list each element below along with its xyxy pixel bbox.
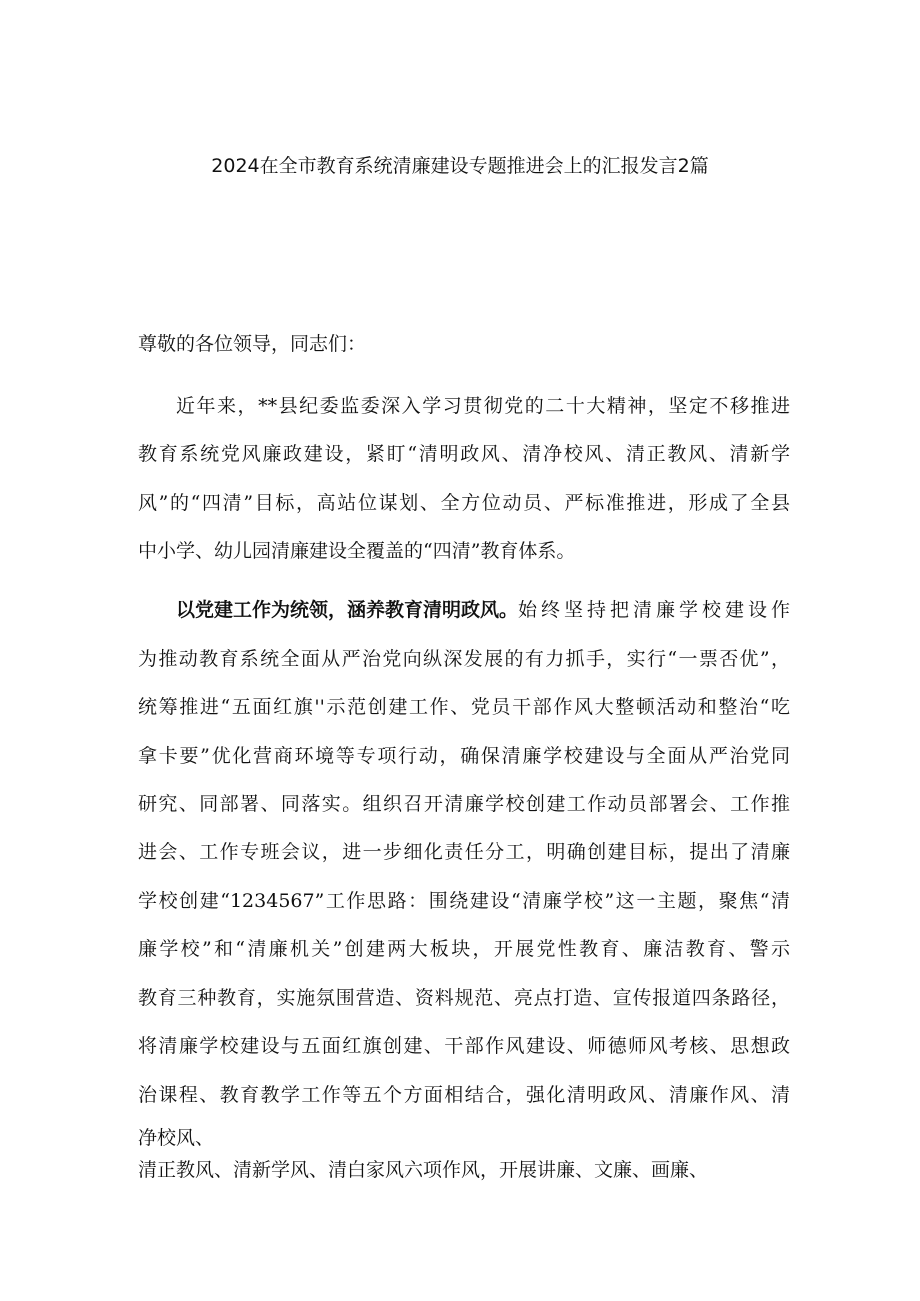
paragraph-2-line: 学校创建“1234567”工作思路：围绕建设“清廉学校”这一主题，聚焦“清 (138, 890, 790, 912)
paragraph-1-line: 中小学、幼儿园清廉建设全覆盖的“四清”教育体系。 (138, 540, 576, 562)
paragraph-2-line-start: 始终坚持把清廉学校建设作 (518, 599, 790, 621)
paragraph-2-line: 廉学校”和“清廉机关”创建两大板块，开展党性教育、廉洁教育、警示 (138, 938, 790, 960)
paragraph-1-line: 教育系统党风廉政建设，紧盯“清明政风、清净校风、清正教风、清新学 (138, 443, 790, 465)
document-title: 2024在全市教育系统清廉建设专题推进会上的汇报发言2篇 (211, 155, 709, 177)
paragraph-2-line: 治课程、教育教学工作等五个方面相结合，强化清明政风、清廉作风、清 (138, 1084, 790, 1106)
paragraph-2-line: 统筹推进“五面红旗''示范创建工作、党员干部作风大整顿活动和整治“吃 (138, 696, 790, 718)
greeting: 尊敬的各位领导，同志们： (138, 333, 367, 355)
paragraph-2-heading: 以党建工作为统领，涵养教育清明政风。 (176, 599, 519, 621)
paragraph-2-line: 教育三种教育，实施氛围营造、资料规范、亮点打造、宣传报道四条路径， (138, 987, 790, 1009)
paragraph-2-line: 清正教风、清新学风、清白家风六项作风，开展讲廉、文廉、画廉、 (138, 1159, 709, 1181)
paragraph-2-first-line (176, 596, 790, 624)
paragraph-2-line: 为推动教育系统全面从严治党向纵深发展的有力抓手，实行“一票否优”， (138, 648, 790, 670)
paragraph-2-line: 拿卡要”优化营商环境等专项行动，确保清廉学校建设与全面从严治党同 (138, 745, 790, 767)
paragraph-1-line: 风”的“四清”目标，高站位谋划、全方位动员、严标准推进，形成了全县 (138, 492, 790, 514)
paragraph-2-line: 净校风、 (138, 1127, 215, 1149)
paragraph-2-line: 将清廉学校建设与五面红旗创建、干部作风建设、师德师风考核、思想政 (138, 1035, 790, 1057)
paragraph-2-line: 进会、工作专班会议，进一步细化责任分工，明确创建目标，提出了清廉 (138, 841, 790, 863)
paragraph-1-line: 近年来，**县纪委监委深入学习贯彻党的二十大精神，坚定不移推进 (176, 395, 790, 417)
paragraph-2-line: 研究、同部署、同落实。组织召开清廉学校创建工作动员部署会、工作推 (138, 793, 790, 815)
